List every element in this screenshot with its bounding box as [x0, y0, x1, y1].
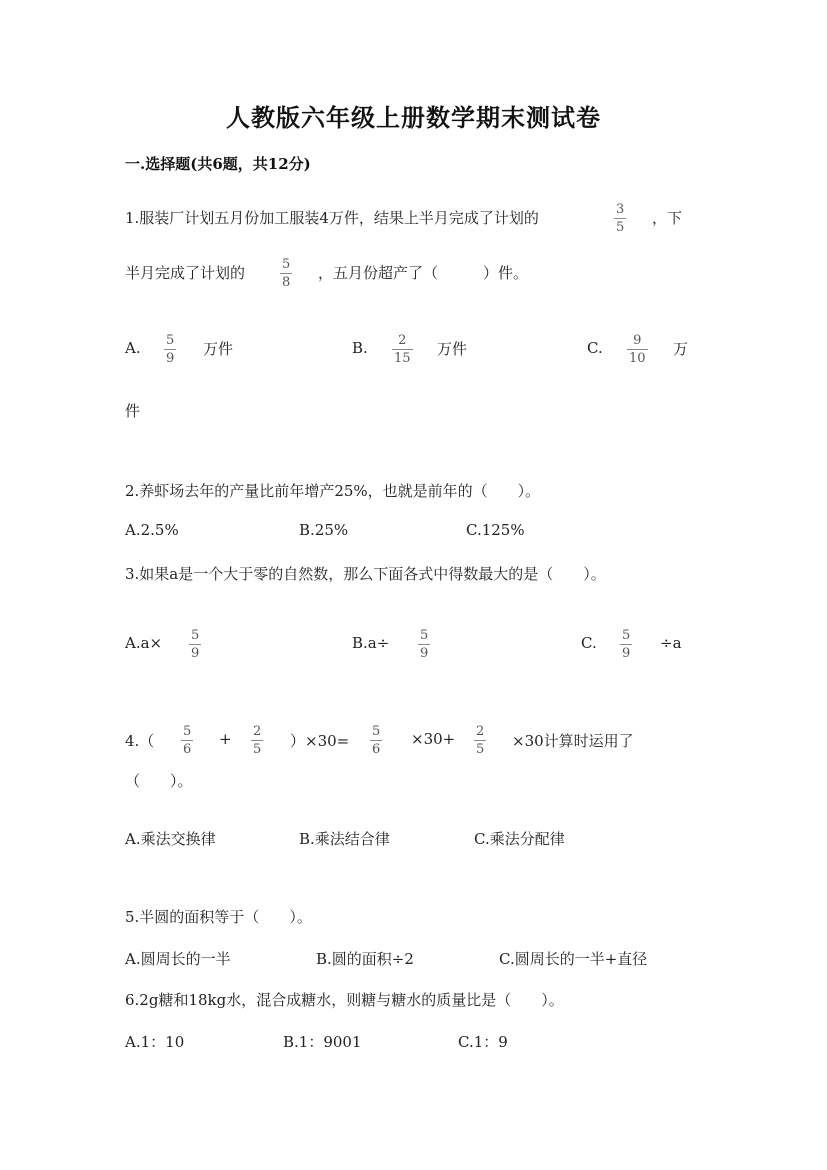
q4-fraction-4 — [474, 724, 486, 757]
numerator: 2 — [476, 724, 485, 739]
q1-option-c-unit-wrap: 件 — [125, 402, 141, 420]
denominator: 5 — [476, 742, 485, 757]
q2-option-a: A.2.5% — [125, 521, 179, 539]
q2-option-c: C.125% — [466, 521, 525, 539]
q4-tail: ×30计算时运用了 — [512, 732, 634, 750]
numerator: 5 — [282, 257, 291, 272]
q4-close-times: ）×30= — [290, 732, 350, 750]
q4-line2: （ ）。 — [125, 772, 193, 790]
denominator: 6 — [183, 742, 192, 757]
q1-option-c-fraction — [627, 333, 648, 366]
numerator: 2 — [398, 333, 407, 348]
q1-fraction-3-5 — [614, 202, 626, 235]
q1-option-c-unit: 万 — [673, 340, 689, 358]
q1-fraction-5-8 — [280, 257, 292, 290]
numerator: 9 — [633, 333, 642, 348]
q3-option-a-fraction — [189, 628, 201, 661]
denominator: 6 — [372, 742, 381, 757]
q4-fraction-2 — [251, 724, 263, 757]
q1-line2-tail: ，五月份超产了（ ）件。 — [318, 264, 529, 282]
q4-option-c: C.乘法分配律 — [474, 830, 565, 848]
numerator: 2 — [253, 724, 262, 739]
q5-text: 5.半圆的面积等于（ ）。 — [125, 908, 312, 926]
q4-fraction-3 — [370, 724, 382, 757]
q1-line1-tail: ，下 — [652, 209, 683, 227]
denominator: 5 — [253, 742, 262, 757]
q1-option-c-label: C. — [587, 339, 603, 357]
q2-text: 2.养虾场去年的产量比前年增产25%，也就是前年的（ ）。 — [125, 482, 541, 500]
q4-plus: + — [219, 730, 232, 748]
q4-option-b: B.乘法结合律 — [299, 830, 390, 848]
numerator: 5 — [191, 628, 200, 643]
q5-option-c: C.圆周长的一半+直径 — [499, 950, 648, 968]
q3-option-c-tail: ÷a — [660, 634, 682, 652]
numerator: 5 — [183, 724, 192, 739]
denominator: 9 — [622, 646, 631, 661]
q6-option-a: A.1：10 — [125, 1033, 185, 1051]
q3-text: 3.如果a是一个大于零的自然数，那么下面各式中得数最大的是（ ）。 — [125, 565, 606, 583]
denominator: 9 — [166, 351, 175, 366]
denominator: 5 — [616, 220, 625, 235]
q1-option-a-fraction — [164, 333, 176, 366]
q3-option-c: C. — [581, 634, 597, 652]
q1-option-b-unit: 万件 — [437, 340, 468, 358]
q1-line1: 1.服装厂计划五月份加工服装4万件，结果上半月完成了计划的 — [125, 209, 539, 227]
q1-line2: 半月完成了计划的 — [125, 264, 246, 282]
q6-text: 6.2g糖和18kg水，混合成糖水，则糖与糖水的质量比是（ ）。 — [125, 991, 564, 1009]
numerator: 5 — [166, 333, 175, 348]
q4-times-plus: ×30+ — [411, 730, 456, 748]
q5-option-b: B.圆的面积÷2 — [316, 950, 414, 968]
q3-option-a: A.a× — [125, 634, 163, 652]
q1-option-b-label: B. — [352, 339, 368, 357]
q3-option-c-fraction — [620, 628, 632, 661]
q1-option-b-fraction — [392, 333, 413, 366]
numerator: 5 — [420, 628, 429, 643]
q4-open: 4.（ — [125, 732, 155, 750]
numerator: 3 — [616, 202, 625, 217]
numerator: 5 — [372, 724, 381, 739]
q5-option-a: A.圆周长的一半 — [125, 950, 231, 968]
denominator: 9 — [191, 646, 200, 661]
denominator: 15 — [394, 351, 411, 366]
q3-option-b: B.a÷ — [352, 634, 390, 652]
q6-option-b: B.1：9001 — [283, 1033, 362, 1051]
page-title: 人教版六年级上册数学期末测试卷 — [226, 103, 601, 132]
denominator: 9 — [420, 646, 429, 661]
q6-option-c: C.1：9 — [458, 1033, 508, 1051]
denominator: 10 — [629, 351, 646, 366]
denominator: 8 — [282, 275, 291, 290]
q4-option-a: A.乘法交换律 — [125, 830, 216, 848]
q1-option-a-label: A. — [125, 339, 141, 357]
numerator: 5 — [622, 628, 631, 643]
q3-option-b-fraction — [418, 628, 430, 661]
q2-option-b: B.25% — [299, 521, 349, 539]
q1-option-a-unit: 万件 — [203, 340, 234, 358]
q4-fraction-1 — [181, 724, 193, 757]
section-heading: 一.选择题(共6题，共12分) — [125, 155, 311, 173]
